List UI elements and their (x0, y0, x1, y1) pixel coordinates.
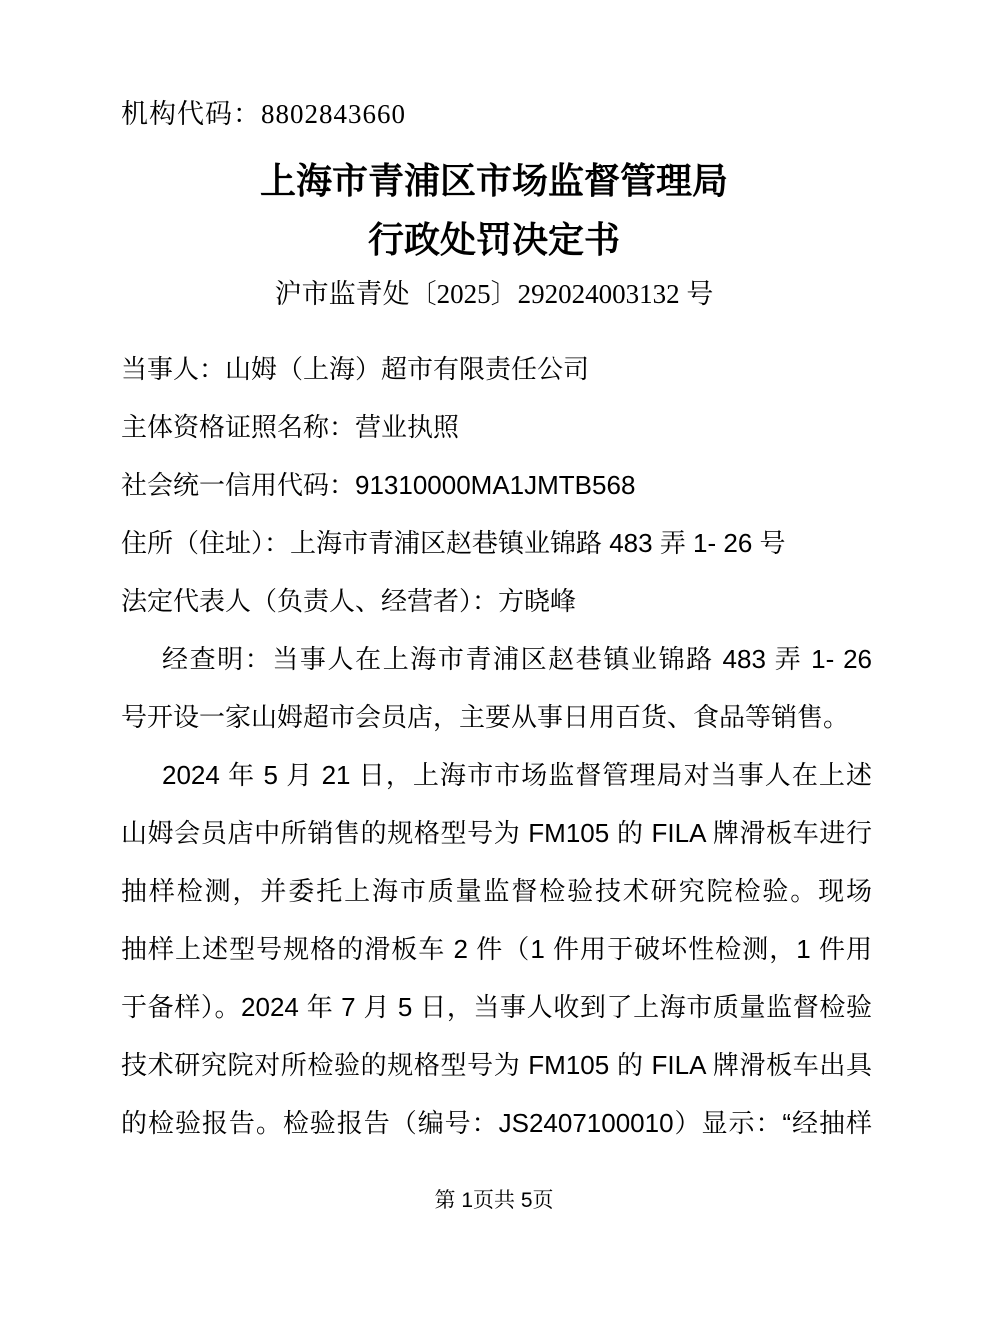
body-line: 抽样检测，并委托上海市质量监督检验技术研究院检验。现场 (121, 876, 872, 906)
body-line: 抽样上述型号规格的滑板车 2 件（1 件用于破坏性检测，1 件用 (121, 934, 872, 964)
page-number-footer: 第 1页共 5页 (434, 1189, 554, 1212)
body-line: 技术研究院对所检验的规格型号为 FM105 的 FILA 牌滑板车出具 (121, 1050, 872, 1080)
document-body (121, 340, 872, 1152)
body-line: 山姆会员店中所销售的规格型号为 FM105 的 FILA 牌滑板车进行 (121, 818, 872, 848)
body-line: 主体资格证照名称：营业执照 (121, 412, 460, 442)
body-line: 法定代表人（负责人、经营者）：方晓峰 (121, 586, 577, 616)
document-title (0, 152, 988, 270)
body-line: 2024 年 5 月 21 日，上海市市场监督管理局对当事人在上述 (162, 760, 872, 790)
document-number: 沪市监青处〔2025〕292024003132 号 (274, 279, 714, 309)
org-code-line: 机构代码：8802843660 (121, 99, 406, 129)
body-line: 社会统一信用代码：91310000MA1JMTB568 (121, 470, 636, 500)
body-line: 的检验报告。检验报告（编号：JS2407100010）显示：“经抽样 (121, 1108, 872, 1138)
body-line: 住所（住址）：上海市青浦区赵巷镇业锦路 483 弄 1- 26 号 (121, 528, 786, 558)
title-authority: 上海市青浦区市场监督管理局 (259, 161, 728, 201)
body-line: 当事人：山姆（上海）超市有限责任公司 (121, 354, 590, 384)
body-line: 经查明：当事人在上海市青浦区赵巷镇业锦路 483 弄 1- 26 (162, 644, 872, 674)
title-doc-type: 行政处罚决定书 (367, 220, 620, 260)
body-line: 号开设一家山姆超市会员店，主要从事日用百货、食品等销售。 (121, 702, 850, 732)
body-line: 于备样）。2024 年 7 月 5 日，当事人收到了上海市质量监督检验 (121, 992, 872, 1022)
